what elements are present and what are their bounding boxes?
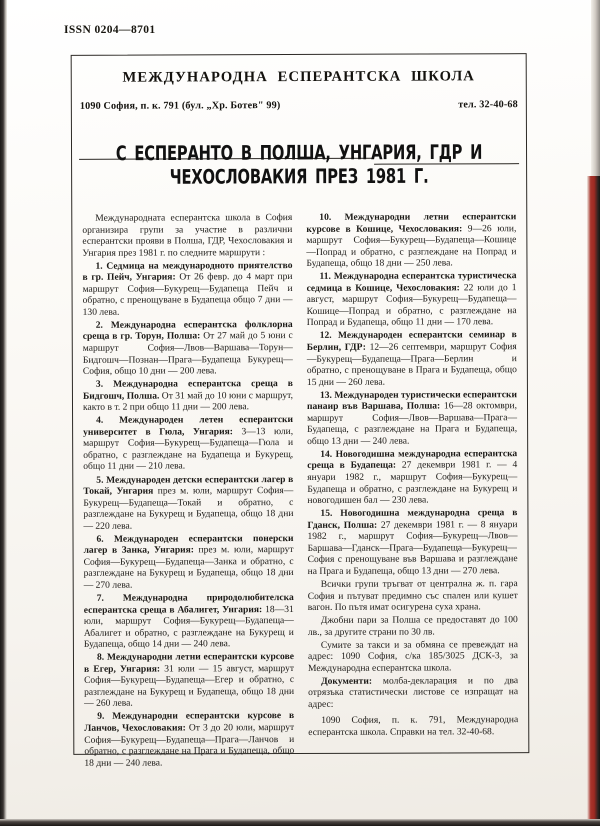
address-row xyxy=(80,99,518,112)
list-item xyxy=(83,319,293,378)
list-item xyxy=(307,448,517,507)
scanner-edge-right xyxy=(587,176,600,826)
item-lead: 11. Международна есперантска туристическа седмица в Кошице, Чехословакия: xyxy=(306,270,517,294)
masthead-title: МЕЖДУНАРОДНА ЕСПЕРАНТСКА ШКОЛА xyxy=(122,68,475,86)
item-body: 12—26 септември, маршрут София—Букурещ—Будапеща—Прага—Берлин и обратно, с пренощуване в Прага и Будапеща, общо 15 дни — 260 лева. xyxy=(306,341,517,388)
item-body: От 26 февр. до 4 март при маршрут София—Букурещ—Будапеща Пейч и обратно, с пренощуване в Будапеща общо 7 дни — 130 лева. xyxy=(82,271,293,318)
list-item xyxy=(83,533,293,592)
item-body: през м. юли, маршрут София—Букурещ—Будапеща—Занка и обратно, с разглеждане на Букурещ и Будапеща, общо 18 дни — 270 лева. xyxy=(83,544,294,591)
postal-address: 1090 София, п. к. 791 (бул. „Хр. Ботев" 99) xyxy=(79,100,281,112)
list-item xyxy=(84,710,294,769)
page-title: С ЕСПЕРАНТО В ПОЛША, УНГАРИЯ, ГДР И ЧЕХОСЛОВАКИЯ ПРЕЗ 1981 Г. xyxy=(115,140,483,190)
item-body: 27 декември 1981 г. — 8 януари 1982 г., маршрут София—Букурещ—Лвов—Баршава—Гданск—Прага—Будапеща—Букурещ—София с пренощуване във Варшава и разглеждане на Прага и Будапеща, общо 13 дни — 270 лева. xyxy=(307,518,518,577)
note-transport: Всички групи тръгват от централна ж. п. гара София и пътуват предимно със спален или кушет вагон. По пътя имат осигурена суха храна. xyxy=(307,578,518,614)
item-body: От 27 май до 5 юни с маршрут София—Лвов—Варшава—Торун—Бидгошч—Познан—Прага—Будапеща Букурещ—София, общо 10 дни — 200 лева. xyxy=(82,330,293,377)
note-pocket-money: Джобни пари за Полша се предоставят до 100 лв., за другите страни по 30 лв. xyxy=(307,614,518,638)
item-body: 18—31 юли, маршрут София—Букурещ—Будапеща—Абалигет и обратно, с разглеждане на Букурещ и Будапеща, общо 14 дни — 240 лева. xyxy=(83,603,294,651)
scanner-edge-left xyxy=(0,0,7,826)
document-content-area xyxy=(71,53,530,769)
item-body: От 31 май до 10 юни с маршрут, както в т. 2 при общо 11 дни — 200 лева. xyxy=(82,389,293,414)
item-body: 3—13 юли, маршрут София—Букурещ—Будапеща—Гюла и обратно, с разглеждане на Будапеща и Букурещ, общо 11 дни — 210 лева. xyxy=(83,425,294,473)
list-item xyxy=(84,651,294,710)
item-lead: 6. Международен есперантски понерски лагер в Занка, Унгария: xyxy=(83,532,294,557)
two-column-body xyxy=(82,211,518,769)
item-lead: 12. Международен есперантски семинар в Берлин, ГДР: xyxy=(306,329,517,353)
list-item xyxy=(83,474,293,533)
item-lead: 4. Международен летен есперантски университет в Гюла, Унгария: xyxy=(83,414,294,438)
item-lead: 5. Международен детски есперантски лагер в Токай, Унгария xyxy=(83,473,294,497)
note-documents xyxy=(308,675,518,710)
intro-paragraph: Международната есперантска школа в София организира групи за участие в различни есперантски прояви в Полша, ГДР, Чехословакия и Унгария през 1981 г. по следните маршрути : xyxy=(82,212,293,259)
note-payment: Сумите за такси и за обмяна се превеждат на адрес: 1090 София, с/ка 185/3025 ДСК-3, за Международна есперантска школа. xyxy=(307,638,518,674)
list-item xyxy=(306,211,516,270)
item-body: 22 юли до 1 август, маршрут София—Букурещ—Будапеща—Кошице—Попрад и обратно, с разглеждане на Попрад и Будапеща, общо 11 дни — 170 лева. xyxy=(306,281,517,329)
scanner-edge-right-top xyxy=(591,0,600,180)
item-lead: 10. Международни летни есперантски курсове в Кошице, Чехословакия: xyxy=(306,211,517,235)
item-lead: 3. Международна есперантска среща в Бидгошч, Полша. xyxy=(82,378,293,402)
item-lead: 7. Международна природолюбителска есперантска среща в Абалигет, Унгария: xyxy=(83,592,294,616)
note-contact: 1090 София, п. к. 791, Международна есперантска школа. Справки на тел. 32-40-68. xyxy=(308,714,519,738)
right-column xyxy=(306,211,518,768)
item-lead: 8. Международни летни есперантски курсове в Егер, Унгария: xyxy=(83,651,294,675)
left-column xyxy=(82,212,294,769)
list-item xyxy=(307,330,517,389)
item-lead: 13. Международен туристически есперантски панаир във Варшава, Полша: xyxy=(306,388,517,413)
documents-lead: Документи: xyxy=(321,675,373,687)
item-body: От 3 до 20 юли, маршрут София—Букурещ—Будапеща—Прага—Ланчов и обратно, с разглеждане на Прага и Будапеща, общо 18 дни — 240 лева. xyxy=(84,722,295,769)
item-lead: 9. Международни есперантски курсове в Ланчов, Чехословакия: xyxy=(84,710,295,734)
list-item xyxy=(82,260,292,319)
list-item xyxy=(306,270,516,329)
item-lead: 15. Новогодишна международна среща в Гданск, Полша: xyxy=(307,507,518,531)
issn-line: ISSN 0204—8701 xyxy=(64,24,156,36)
item-body: през м. юли, маршрут София—Букурещ—Будапеща—Токай и обратно, с разглеждане на Букурещ и Будапеща, общо 18 дни — 220 лева. xyxy=(83,485,294,532)
documents-body: молба-декларация и по два отрязъка статистически листове се изпращат на адрес: xyxy=(308,674,519,710)
list-item xyxy=(83,378,293,413)
item-body: 31 юли — 15 август, маршрут София—Букурещ—Будапеща—Егер и обратно, с разглеждане на Букурещ и Будапеща, общо 18 дни — 260 лева. xyxy=(84,662,295,710)
item-body: 27 декември 1981 г. — 4 януари 1982 г., маршрут София—Букурещ—Будапеща и обратно, с разглеждане на Букурещ и новогодишен бал — 230 лева. xyxy=(307,459,518,507)
list-item xyxy=(83,414,293,473)
item-body: 9—26 юли, маршрут София—Букурещ—Будапеща—Кошице—Попрад и обратно, с разглеждане на Попрад и Будапеща, общо 18 дни — 250 лева. xyxy=(306,222,517,270)
item-lead: 1. Седмица на международното приятелство в гр. Пейч, Унгария: xyxy=(82,259,293,284)
list-item xyxy=(307,507,517,577)
scanner-edge-bottom xyxy=(0,819,600,826)
item-lead: 14. Новогодишна международна есперантска среща в Будапеща: xyxy=(307,448,518,472)
list-item xyxy=(84,592,294,651)
item-body: 16—28 октомври, маршрут София—Лвов—Варшава—Прага—Будапеща, с разглеждане на Прага и Будапеща, общо 13 дни — 240 лева. xyxy=(307,400,518,447)
telephone: тел. 32-40-68 xyxy=(458,99,518,111)
item-lead: 2. Международна есперантска фолклорна среща в гр. Торун, Полша: xyxy=(82,318,293,343)
list-item xyxy=(307,389,517,448)
